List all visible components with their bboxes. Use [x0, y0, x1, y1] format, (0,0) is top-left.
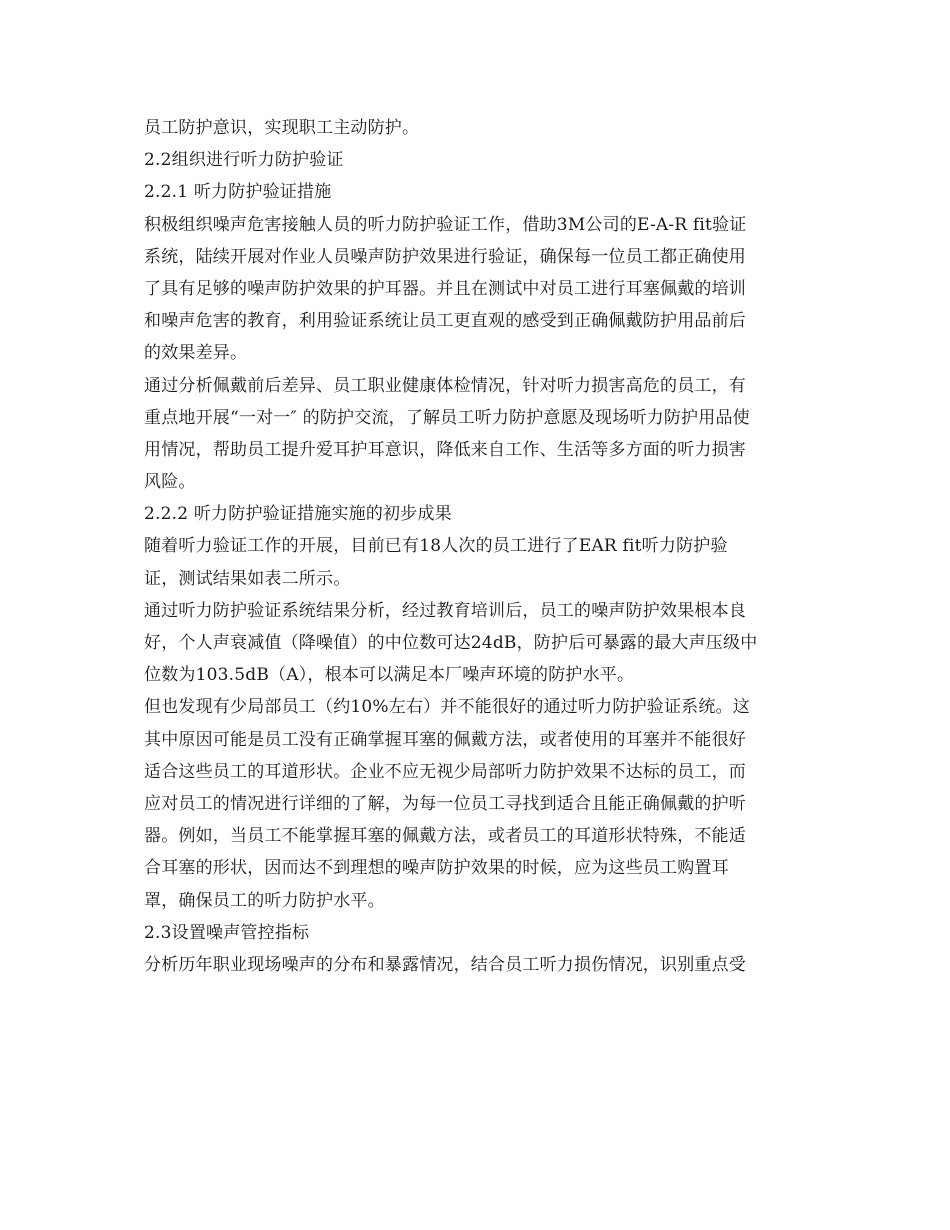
paragraph-line: 通过听力防护验证系统结果分析，经过教育培训后，员工的噪声防护效果根本良	[144, 600, 746, 621]
paragraph-line: 合耳塞的形状，因而达不到理想的噪声防护效果的时候，应为这些员工购置耳	[144, 858, 729, 879]
paragraph-line: 适合这些员工的耳道形状。企业不应无视少局部听力防护效果不达标的员工，而	[144, 761, 746, 782]
paragraph-line: 随着听力验证工作的开展，目前已有18人次的员工进行了EAR fit听力防护验	[144, 536, 728, 557]
paragraph-line: 证，测试结果如表二所示。	[144, 568, 351, 589]
paragraph-line: 位数为103.5dB（A），根本可以满足本厂噪声环境的防护水平。	[144, 665, 635, 686]
section-heading: 2.3设置噪声管控指标	[144, 922, 310, 943]
paragraph-line: 积极组织噪声危害接触人员的听力防护验证工作，借助3M公司的E-A-R fit验证	[144, 214, 747, 235]
paragraph-line: 用情况，帮助员工提升爱耳护耳意识，降低来自工作、生活等多方面的听力损害	[144, 439, 746, 460]
paragraph-line: 好，个人声衰减值（降噪值）的中位数可达24dB，防护后可暴露的最大声压级中	[144, 633, 758, 653]
paragraph-line: 应对员工的情况进行详细的了解，为每一位员工寻找到适合且能正确佩戴的护听	[144, 793, 746, 814]
paragraph-line: 系统，陆续开展对作业人员噪声防护效果进行验证，确保每一位员工都正确使用	[144, 246, 746, 267]
subsection-heading: 2.2.1 听力防护验证措施	[144, 182, 332, 203]
paragraph-line: 通过分析佩戴前后差异、员工职业健康体检情况，针对听力损害高危的员工，有	[144, 375, 746, 396]
section-heading: 2.2组织进行听力防护验证	[144, 150, 344, 171]
paragraph-line: 和噪声危害的教育，利用验证系统让员工更直观的感受到正确佩戴防护用品前后	[144, 311, 746, 332]
paragraph-line: 器。例如，当员工不能掌握耳塞的佩戴方法，或者员工的耳道形状特殊，不能适	[144, 826, 746, 847]
paragraph-line: 但也发现有少局部员工（约10%左右）并不能很好的通过听力防护验证系统。这	[144, 697, 750, 718]
paragraph-line: 的效果差异。	[144, 343, 248, 364]
paragraph-line: 罩，确保员工的听力防护水平。	[144, 890, 385, 911]
paragraph-line: 了具有足够的噪声防护效果的护耳器。并且在测试中对员工进行耳塞佩戴的培训	[144, 278, 746, 299]
paragraph-line: 重点地开展“一对一″ 的防护交流，了解员工听力防护意愿及现场听力防护用品使	[144, 407, 750, 428]
document-page	[144, 112, 809, 981]
paragraph-line: 风险。	[144, 472, 196, 493]
paragraph-line: 其中原因可能是员工没有正确掌握耳塞的佩戴方法，或者使用的耳塞并不能很好	[144, 729, 746, 750]
paragraph-line: 员工防护意识，实现职工主动防护。	[144, 118, 420, 138]
paragraph-line: 分析历年职业现场噪声的分布和暴露情况，结合员工听力损伤情况，识别重点受	[144, 954, 746, 975]
subsection-heading: 2.2.2 听力防护验证措施实施的初步成果	[144, 504, 452, 525]
